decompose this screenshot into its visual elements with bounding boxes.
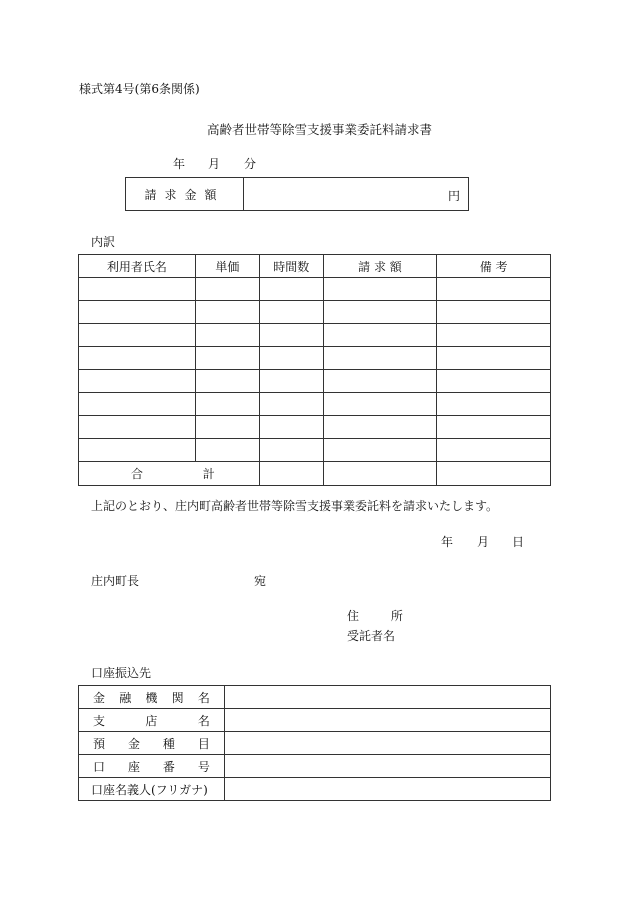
amount-field[interactable] (244, 178, 468, 210)
table-cell[interactable] (79, 370, 196, 393)
table-cell[interactable] (79, 347, 196, 370)
table-cell[interactable] (323, 439, 437, 462)
char: 号 (197, 759, 210, 774)
bank-row-account-number (79, 755, 551, 778)
char: 機 (145, 690, 158, 705)
table-cell[interactable] (79, 324, 196, 347)
table-row (79, 301, 551, 324)
bank-row-branch (79, 709, 551, 732)
date-month: 月 (477, 535, 490, 549)
table-cell[interactable] (195, 370, 259, 393)
table-cell[interactable] (437, 393, 551, 416)
total-hours-cell[interactable] (259, 462, 323, 486)
table-cell[interactable] (323, 393, 437, 416)
header-remarks: 備 考 (437, 255, 551, 278)
breakdown-table (78, 254, 551, 486)
table-cell[interactable] (195, 393, 259, 416)
table-cell[interactable] (79, 393, 196, 416)
char: 名 (197, 713, 210, 728)
table-cell[interactable] (437, 416, 551, 439)
table-cell[interactable] (259, 347, 323, 370)
header-unit-price: 単価 (195, 255, 259, 278)
statement-text: 上記のとおり、庄内町高齢者世帯等除雪支援事業委託料を請求いたします。 (91, 499, 499, 513)
table-cell[interactable] (323, 347, 437, 370)
table-cell[interactable] (323, 301, 437, 324)
bank-holder-field[interactable] (224, 778, 550, 801)
table-row (79, 393, 551, 416)
char: 支 (93, 713, 106, 728)
total-row (79, 462, 551, 486)
table-cell[interactable] (323, 324, 437, 347)
table-row (79, 278, 551, 301)
document-title: 高齢者世帯等除雪支援事業委託料請求書 (207, 122, 433, 137)
table-cell[interactable] (259, 439, 323, 462)
table-cell[interactable] (195, 301, 259, 324)
table-cell[interactable] (195, 324, 259, 347)
table-cell[interactable] (259, 416, 323, 439)
contractor-name-label: 受託者名 (347, 629, 396, 643)
table-cell[interactable] (79, 439, 196, 462)
header-hours: 時間数 (259, 255, 323, 278)
table-cell[interactable] (437, 347, 551, 370)
period-minute: 分 (244, 157, 257, 171)
bank-label-holder (79, 778, 225, 801)
bank-account-type-field[interactable] (224, 732, 550, 755)
amount-unit: 円 (447, 189, 460, 203)
table-cell[interactable] (323, 278, 437, 301)
addressee-name: 庄内町長 (91, 574, 140, 588)
char: 目 (197, 736, 210, 751)
table-cell[interactable] (437, 324, 551, 347)
table-cell[interactable] (323, 416, 437, 439)
total-label-cell (79, 462, 260, 486)
table-cell[interactable] (323, 370, 437, 393)
table-cell[interactable] (437, 278, 551, 301)
bank-label-institution (79, 686, 225, 709)
period-month: 月 (208, 157, 221, 171)
total-amount-cell[interactable] (323, 462, 437, 486)
total-label-2: 計 (202, 467, 215, 481)
total-label-1: 合 (131, 467, 144, 481)
char: 座 (127, 759, 140, 774)
table-row (79, 324, 551, 347)
table-cell[interactable] (437, 301, 551, 324)
char: 金 (127, 736, 140, 751)
char: 名 (197, 690, 210, 705)
amount-label: 請求金額 (126, 178, 244, 210)
bank-row-holder (79, 778, 551, 801)
table-cell[interactable] (259, 301, 323, 324)
table-row (79, 416, 551, 439)
bank-row-account-type (79, 732, 551, 755)
char: 預 (93, 736, 106, 751)
table-cell[interactable] (259, 393, 323, 416)
form-number: 様式第4号(第6条関係) (79, 82, 200, 96)
table-cell[interactable] (195, 347, 259, 370)
date-day: 日 (512, 535, 525, 549)
table-cell[interactable] (195, 278, 259, 301)
table-cell[interactable] (195, 416, 259, 439)
table-cell[interactable] (437, 370, 551, 393)
table-cell[interactable] (437, 439, 551, 462)
breakdown-header-row (79, 255, 551, 278)
bank-account-number-field[interactable] (224, 755, 550, 778)
table-cell[interactable] (259, 324, 323, 347)
breakdown-heading: 内訳 (91, 235, 116, 249)
total-remarks-cell[interactable] (437, 462, 551, 486)
table-cell[interactable] (79, 278, 196, 301)
table-cell[interactable] (259, 370, 323, 393)
table-row (79, 347, 551, 370)
table-cell[interactable] (195, 439, 259, 462)
char: 口座名義人(フリガナ) (91, 782, 208, 797)
bank-heading: 口座振込先 (91, 666, 152, 680)
bank-table (78, 685, 551, 801)
bank-institution-field[interactable] (224, 686, 550, 709)
period-year: 年 (173, 157, 186, 171)
char: 種 (162, 736, 175, 751)
char: 金 (93, 690, 106, 705)
bank-label-account-number (79, 755, 225, 778)
contractor-address-label: 住 所 (347, 609, 417, 623)
char: 店 (145, 713, 158, 728)
char: 関 (171, 690, 184, 705)
bank-branch-field[interactable] (224, 709, 550, 732)
char: 口 (93, 759, 106, 774)
addressee-suffix: 宛 (254, 574, 267, 588)
table-cell[interactable] (79, 301, 196, 324)
table-row (79, 439, 551, 462)
date-year: 年 (441, 535, 454, 549)
char: 番 (162, 759, 175, 774)
table-cell[interactable] (79, 416, 196, 439)
char: 融 (119, 690, 132, 705)
bank-label-branch (79, 709, 225, 732)
table-cell[interactable] (259, 278, 323, 301)
bank-row-institution (79, 686, 551, 709)
amount-box (125, 177, 469, 211)
bank-label-account-type (79, 732, 225, 755)
header-user-name: 利用者氏名 (79, 255, 196, 278)
header-amount: 請 求 額 (323, 255, 437, 278)
table-row (79, 370, 551, 393)
